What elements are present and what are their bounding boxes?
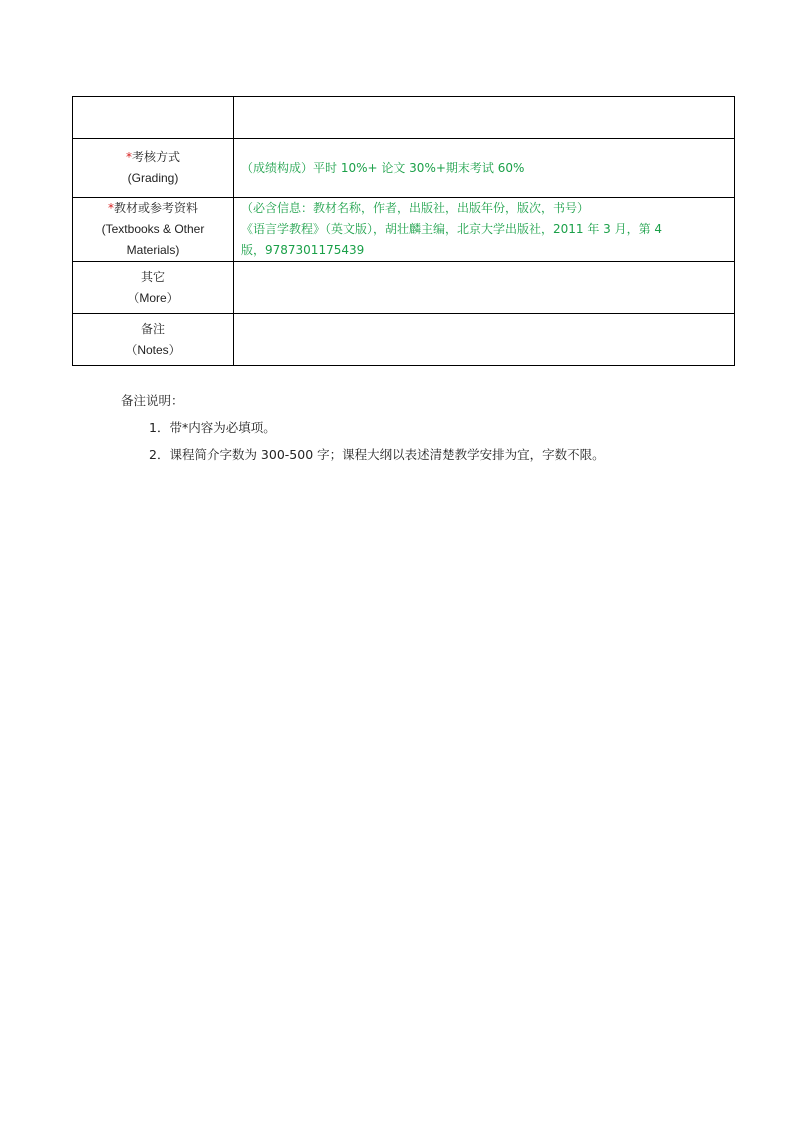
notes-item-1: 1．带*内容为必填项。 bbox=[149, 420, 276, 435]
textbooks-label bbox=[73, 198, 234, 262]
grading-label-en: (Grading) bbox=[127, 171, 179, 185]
table-row-notes bbox=[73, 314, 735, 366]
table-row-grading bbox=[73, 139, 735, 198]
more-label-en: （More） bbox=[127, 290, 179, 305]
grading-value-text: （成绩构成）平时 10%+ 论文 30%+期末考试 60% bbox=[241, 160, 525, 175]
value-cell-empty bbox=[234, 97, 735, 139]
textbooks-label-en-2: Materials) bbox=[126, 243, 180, 257]
course-info-table bbox=[72, 96, 735, 366]
textbooks-value bbox=[234, 198, 735, 262]
notes-label bbox=[73, 314, 234, 366]
notes-title: 备注说明： bbox=[121, 393, 184, 408]
textbooks-label-cn: 教材或参考资料 bbox=[113, 201, 198, 215]
textbooks-label-en-1: (Textbooks & Other bbox=[101, 222, 205, 236]
notes-item-2: 2．课程简介字数为 300-500 字；课程大纲以表述清楚教学安排为宜，字数不限。 bbox=[149, 447, 605, 462]
required-star: * bbox=[125, 150, 132, 164]
required-star: * bbox=[107, 201, 114, 215]
more-label-cn: 其它 bbox=[140, 269, 165, 284]
label-cell-empty bbox=[73, 97, 234, 139]
more-label bbox=[73, 262, 234, 314]
grading-label bbox=[73, 139, 234, 198]
textbooks-value-line-2: 《语言学教程》（英文版），胡壮麟主编，北京大学出版社，2011 年 3 月，第 4 bbox=[241, 222, 663, 236]
notes-label-cn: 备注 bbox=[140, 321, 165, 336]
table-row bbox=[73, 97, 735, 139]
grading-value bbox=[234, 139, 735, 198]
notes-value bbox=[234, 314, 735, 366]
notes-label-en: （Notes） bbox=[125, 342, 181, 357]
more-value bbox=[234, 262, 735, 314]
notes-section bbox=[121, 387, 605, 468]
grading-label-cn: 考核方式 bbox=[131, 150, 180, 164]
textbooks-value-line-3: 版，9787301175439 bbox=[241, 243, 365, 257]
textbooks-value-line-1: （必含信息：教材名称，作者，出版社，出版年份，版次，书号） bbox=[241, 201, 590, 215]
table-row-textbooks bbox=[73, 198, 735, 262]
table-row-more bbox=[73, 262, 735, 314]
